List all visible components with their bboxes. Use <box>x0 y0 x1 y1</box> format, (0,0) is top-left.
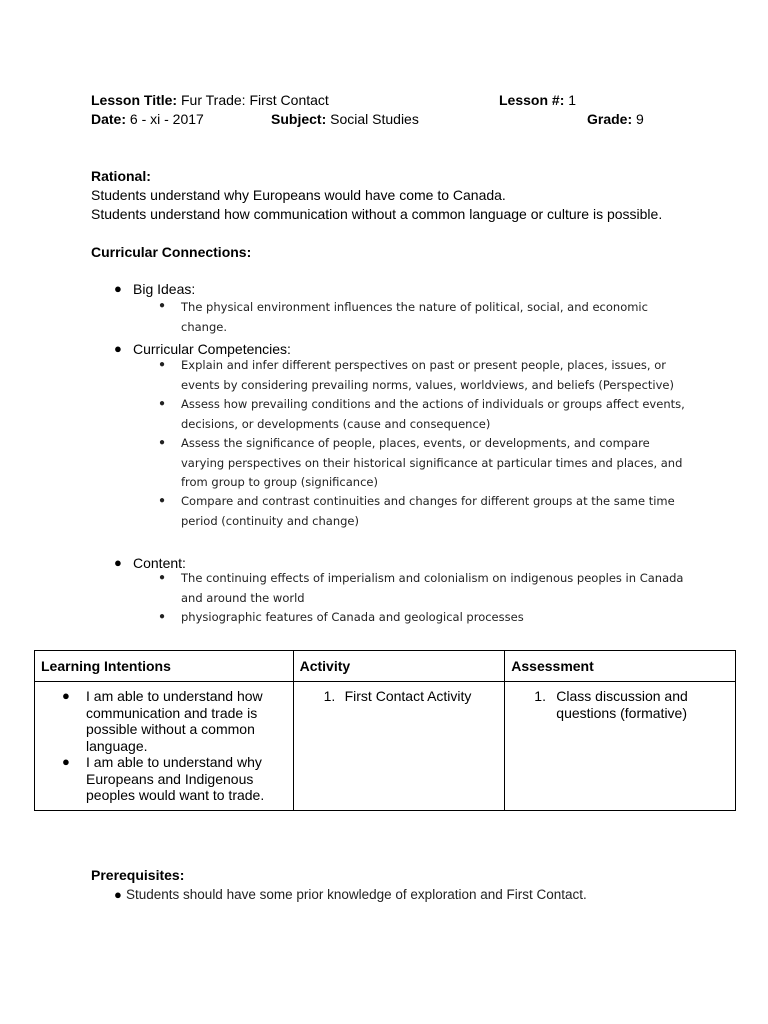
competency-line: Assess how prevailing conditions and the actions of individuals or groups affect events, <box>181 397 685 411</box>
lesson-title-value: Fur Trade: First Contact <box>180 92 329 108</box>
intention-line: peoples would want to trade. <box>86 787 265 803</box>
competency-line: period (continuity and change) <box>181 513 359 528</box>
bullet-icon: ● <box>159 611 166 622</box>
competency-line: varying perspectives on their historical significance at particular times and places, and <box>181 455 683 470</box>
competency-item <box>181 492 675 531</box>
competency-line: events by considering prevailing norms, values, worldviews, and beliefs (Perspective) <box>181 377 674 392</box>
assessment-header: Assessment <box>511 658 594 674</box>
assessment-cell <box>505 682 736 811</box>
learning-intentions-header: Learning Intentions <box>41 658 171 674</box>
bullet-icon: ● <box>114 555 122 570</box>
activity-header: Activity <box>299 658 351 674</box>
bullet-icon: ● <box>159 300 166 311</box>
rational-heading: Rational: <box>91 168 151 184</box>
competency-item <box>181 395 685 434</box>
competency-item <box>181 356 674 395</box>
table-header-row <box>35 651 736 682</box>
content-item <box>181 608 524 628</box>
big-ideas-label: Big Ideas: <box>133 281 196 297</box>
intention-line: Europeans and Indigenous <box>86 770 254 787</box>
curricular-heading: Curricular Connections: <box>91 244 252 260</box>
prerequisite-item: Students should have some prior knowledge of exploration and First Contact. <box>126 887 587 902</box>
bullet-icon: ● <box>159 572 166 583</box>
competencies-label: Curricular Competencies: <box>133 341 291 357</box>
big-idea-item <box>181 298 648 337</box>
activity-number: 1. <box>323 688 336 704</box>
lesson-table <box>34 650 736 811</box>
content-line: physiographic features of Canada and geological processes <box>181 610 524 624</box>
grade-value: 9 <box>636 111 644 127</box>
column-header <box>293 651 505 682</box>
intention-item <box>86 754 264 804</box>
competency-item <box>181 434 682 493</box>
bullet-icon: ● <box>159 398 166 409</box>
big-idea-line: The physical environment influences the nature of political, social, and economic <box>181 300 648 314</box>
activity-cell <box>293 682 505 811</box>
activity-item <box>345 688 472 705</box>
bullet-icon: ● <box>159 437 166 448</box>
rational-line: Students understand why Europeans would have come to Canada. <box>91 187 506 203</box>
lesson-date <box>91 111 204 127</box>
activity-line: First Contact Activity <box>344 688 472 704</box>
intention-line: possible without a common <box>86 721 255 737</box>
content-item <box>181 569 683 608</box>
bullet-icon: ● <box>114 341 122 356</box>
lesson-number <box>499 92 576 108</box>
content-label: Content: <box>133 555 186 571</box>
subject-label: Subject: <box>271 111 327 127</box>
intention-item <box>86 688 263 754</box>
learning-intentions-cell <box>35 682 294 811</box>
assessment-number: 1. <box>534 688 546 704</box>
date-value: 6 - xi - 2017 <box>129 111 204 127</box>
grade-label: Grade: <box>587 111 633 127</box>
lesson-number-value: 1 <box>568 92 577 108</box>
intention-line: I am able to understand how <box>86 688 263 704</box>
intention-line: language. <box>86 737 148 754</box>
lesson-grade <box>587 111 644 127</box>
table-row <box>35 682 736 811</box>
rational-line: Students understand how communication without a common language or culture is possible. <box>91 206 663 222</box>
bullet-icon: ● <box>159 359 166 370</box>
date-label: Date: <box>91 111 127 127</box>
bullet-icon: ● <box>159 495 166 506</box>
competency-line: decisions, or developments (cause and consequence) <box>181 416 491 431</box>
assessment-line: Class discussion and <box>556 688 688 704</box>
lesson-title-label: Lesson Title: <box>91 92 178 108</box>
competency-line: from group to group (significance) <box>181 475 378 489</box>
competency-line: Assess the significance of people, places, events, or developments, and compare <box>181 436 650 450</box>
bullet-icon: ● <box>62 688 70 703</box>
subject-value: Social Studies <box>330 111 419 127</box>
content-line: The continuing effects of imperialism and colonialism on indigenous peoples in Canada <box>181 571 684 585</box>
lesson-title <box>91 92 329 108</box>
bullet-icon: ● <box>114 887 122 902</box>
intention-line: I am able to understand why <box>86 754 262 770</box>
bullet-icon: ● <box>114 281 122 296</box>
lesson-subject <box>271 111 419 127</box>
column-header <box>505 651 736 682</box>
assessment-line: questions (formative) <box>556 704 687 721</box>
content-line: and around the world <box>181 590 305 605</box>
prerequisites-heading: Prerequisites: <box>91 867 185 883</box>
big-idea-line: change. <box>181 319 227 334</box>
competency-line: Explain and infer different perspectives on past or present people, places, issues, or <box>181 358 666 372</box>
column-header <box>35 651 294 682</box>
lesson-number-label: Lesson #: <box>499 92 565 108</box>
intention-line: communication and trade is <box>86 704 258 721</box>
assessment-item <box>556 688 688 721</box>
bullet-icon: ● <box>62 754 70 769</box>
competency-line: Compare and contrast continuities and changes for different groups at the same time <box>181 494 675 508</box>
